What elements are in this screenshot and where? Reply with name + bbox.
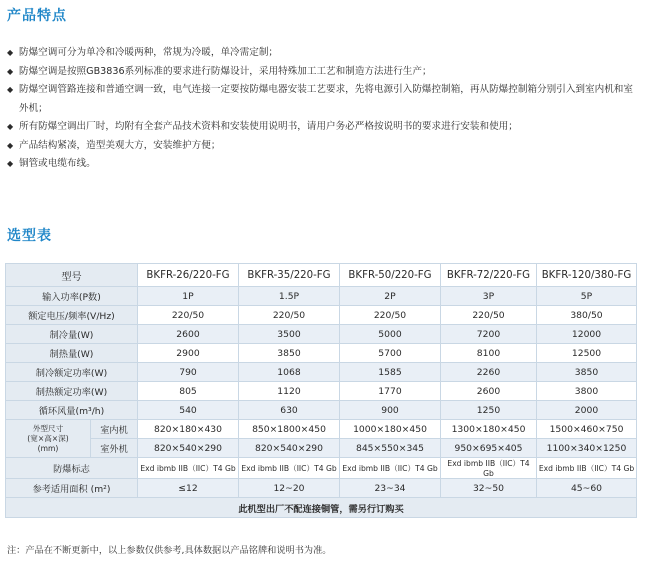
diamond-bullet-icon: ◆ bbox=[7, 85, 14, 94]
feature-item bbox=[7, 63, 641, 82]
row-label: 参考适用面积 (m²) bbox=[6, 479, 138, 498]
feature-text: 防爆空调可分为单冷和冷暖两种，常规为冷暖，单冷需定制； bbox=[19, 47, 279, 58]
row-label: 额定电压/频率(V/Hz) bbox=[6, 306, 138, 325]
dimensions-label-line: (宽×高×深) bbox=[27, 433, 69, 443]
table-row bbox=[6, 287, 637, 306]
outdoor-unit-label: 室外机 bbox=[91, 439, 138, 458]
table-cell: 3850 bbox=[239, 344, 340, 363]
table-cell: Exd ibmb IIB（IIC）T4 Gb bbox=[340, 458, 441, 479]
table-cell: 850×1800×450 bbox=[239, 420, 340, 439]
table-cell: ≤12 bbox=[138, 479, 239, 498]
table-cell: 23~34 bbox=[340, 479, 441, 498]
selection-table bbox=[5, 263, 637, 518]
indoor-unit-label: 室内机 bbox=[91, 420, 138, 439]
table-cell: Exd ibmb IIB（IIC）T4 Gb bbox=[239, 458, 340, 479]
table-cell: 2900 bbox=[138, 344, 239, 363]
feature-text: 所有防爆空调出厂时，均附有全套产品技术资料和安装使用说明书，请用户务必严格按说明书的要求进行安装和使用； bbox=[19, 121, 518, 132]
table-cell: 220/50 bbox=[340, 306, 441, 325]
table-cell: 7200 bbox=[441, 325, 537, 344]
table-cell: 820×180×430 bbox=[138, 420, 239, 439]
features-list bbox=[7, 44, 641, 174]
table-row bbox=[6, 420, 637, 439]
table-row bbox=[6, 306, 637, 325]
table-cell: Exd ibmb IIB（IIC）T4 Gb bbox=[441, 458, 537, 479]
table-row bbox=[6, 325, 637, 344]
feature-text: 铜管或电缆布线。 bbox=[19, 158, 96, 169]
table-cell: 12~20 bbox=[239, 479, 340, 498]
dimensions-label bbox=[6, 420, 91, 458]
table-cell: 220/50 bbox=[239, 306, 340, 325]
diamond-bullet-icon: ◆ bbox=[7, 122, 14, 131]
table-cell: 380/50 bbox=[537, 306, 637, 325]
table-cell: 45~60 bbox=[537, 479, 637, 498]
feature-item bbox=[7, 137, 641, 156]
table-cell: 2600 bbox=[441, 382, 537, 401]
feature-text: 防爆空调是按照GB3836系列标准的要求进行防爆设计，采用特殊加工工艺和制造方法进行生产； bbox=[19, 65, 432, 77]
selection-table-title: 选型表 bbox=[7, 228, 52, 244]
model-name: BKFR-72/220-FG bbox=[441, 264, 537, 287]
table-cell: 790 bbox=[138, 363, 239, 382]
table-cell: 1.5P bbox=[239, 287, 340, 306]
table-row bbox=[6, 458, 637, 479]
row-label: 输入功率(P数) bbox=[6, 287, 138, 306]
table-row bbox=[6, 382, 637, 401]
feature-item bbox=[7, 44, 641, 63]
features-title: 产品特点 bbox=[7, 8, 67, 24]
table-cell: 5000 bbox=[340, 325, 441, 344]
row-label: 制热额定功率(W) bbox=[6, 382, 138, 401]
feature-text: 产品结构紧凑，造型美观大方，安装维护方便； bbox=[19, 139, 221, 151]
table-row bbox=[6, 401, 637, 420]
table-cell: 2600 bbox=[138, 325, 239, 344]
table-cell: 3500 bbox=[239, 325, 340, 344]
table-cell: 3850 bbox=[537, 363, 637, 382]
row-label: 制冷额定功率(W) bbox=[6, 363, 138, 382]
table-row bbox=[6, 344, 637, 363]
table-cell: 1P bbox=[138, 287, 239, 306]
row-label: 防爆标志 bbox=[6, 458, 138, 479]
table-cell: 5P bbox=[537, 287, 637, 306]
table-cell: 820×540×290 bbox=[239, 439, 340, 458]
table-header-row bbox=[6, 264, 637, 287]
table-row bbox=[6, 363, 637, 382]
table-cell: 540 bbox=[138, 401, 239, 420]
table-row bbox=[6, 439, 637, 458]
row-label: 制热量(W) bbox=[6, 344, 138, 363]
table-cell: 1770 bbox=[340, 382, 441, 401]
model-header-label: 型号 bbox=[6, 264, 138, 287]
table-cell: 32~50 bbox=[441, 479, 537, 498]
table-cell: Exd ibmb IIB（IIC）T4 Gb bbox=[537, 458, 637, 479]
feature-item bbox=[7, 81, 641, 118]
table-cell: 12500 bbox=[537, 344, 637, 363]
table-note-row bbox=[6, 498, 637, 518]
table-cell: 1585 bbox=[340, 363, 441, 382]
diamond-bullet-icon: ◆ bbox=[7, 159, 14, 168]
table-cell: 220/50 bbox=[441, 306, 537, 325]
table-cell: 1250 bbox=[441, 401, 537, 420]
feature-item bbox=[7, 118, 641, 137]
table-cell: 8100 bbox=[441, 344, 537, 363]
dimensions-label-line: (mm) bbox=[37, 443, 59, 453]
table-cell: 220/50 bbox=[138, 306, 239, 325]
dimensions-label-line: 外型尺寸 bbox=[32, 423, 64, 433]
row-label: 循环风量(m³/h) bbox=[6, 401, 138, 420]
table-cell: 2260 bbox=[441, 363, 537, 382]
diamond-bullet-icon: ◆ bbox=[7, 48, 14, 57]
footnote: 注：产品在不断更新中，以上参数仅供参考,具体数据以产品铭牌和说明书为准。 bbox=[7, 545, 332, 556]
feature-item bbox=[7, 155, 641, 174]
table-cell: 900 bbox=[340, 401, 441, 420]
diamond-bullet-icon: ◆ bbox=[7, 140, 14, 150]
table-cell: 2P bbox=[340, 287, 441, 306]
model-name: BKFR-50/220-FG bbox=[340, 264, 441, 287]
table-cell: 630 bbox=[239, 401, 340, 420]
table-cell: 3800 bbox=[537, 382, 637, 401]
table-cell: 1120 bbox=[239, 382, 340, 401]
table-cell: 2000 bbox=[537, 401, 637, 420]
model-name: BKFR-120/380-FG bbox=[537, 264, 637, 287]
row-label: 制冷量(W) bbox=[6, 325, 138, 344]
table-cell: 805 bbox=[138, 382, 239, 401]
table-cell: Exd ibmb IIB（IIC）T4 Gb bbox=[138, 458, 239, 479]
table-cell: 1300×180×450 bbox=[441, 420, 537, 439]
table-cell: 1068 bbox=[239, 363, 340, 382]
table-row bbox=[6, 479, 637, 498]
table-cell: 12000 bbox=[537, 325, 637, 344]
model-name: BKFR-35/220-FG bbox=[239, 264, 340, 287]
table-cell: 5700 bbox=[340, 344, 441, 363]
feature-text: 防爆空调管路连接和普通空调一致，电气连接一定要按防爆电器安装工艺要求，先将电源引入防爆控制箱，再从防爆控制箱分别引入到室内机和室外机； bbox=[19, 84, 633, 114]
diamond-bullet-icon: ◆ bbox=[7, 66, 14, 76]
table-cell: 1500×460×750 bbox=[537, 420, 637, 439]
table-cell: 950×695×405 bbox=[441, 439, 537, 458]
table-cell: 1100×340×1250 bbox=[537, 439, 637, 458]
model-name: BKFR-26/220-FG bbox=[138, 264, 239, 287]
table-note: 此机型出厂不配连接铜管，需另行订购买 bbox=[6, 498, 637, 518]
table-cell: 820×540×290 bbox=[138, 439, 239, 458]
table-cell: 3P bbox=[441, 287, 537, 306]
table-cell: 1000×180×450 bbox=[340, 420, 441, 439]
table-cell: 845×550×345 bbox=[340, 439, 441, 458]
